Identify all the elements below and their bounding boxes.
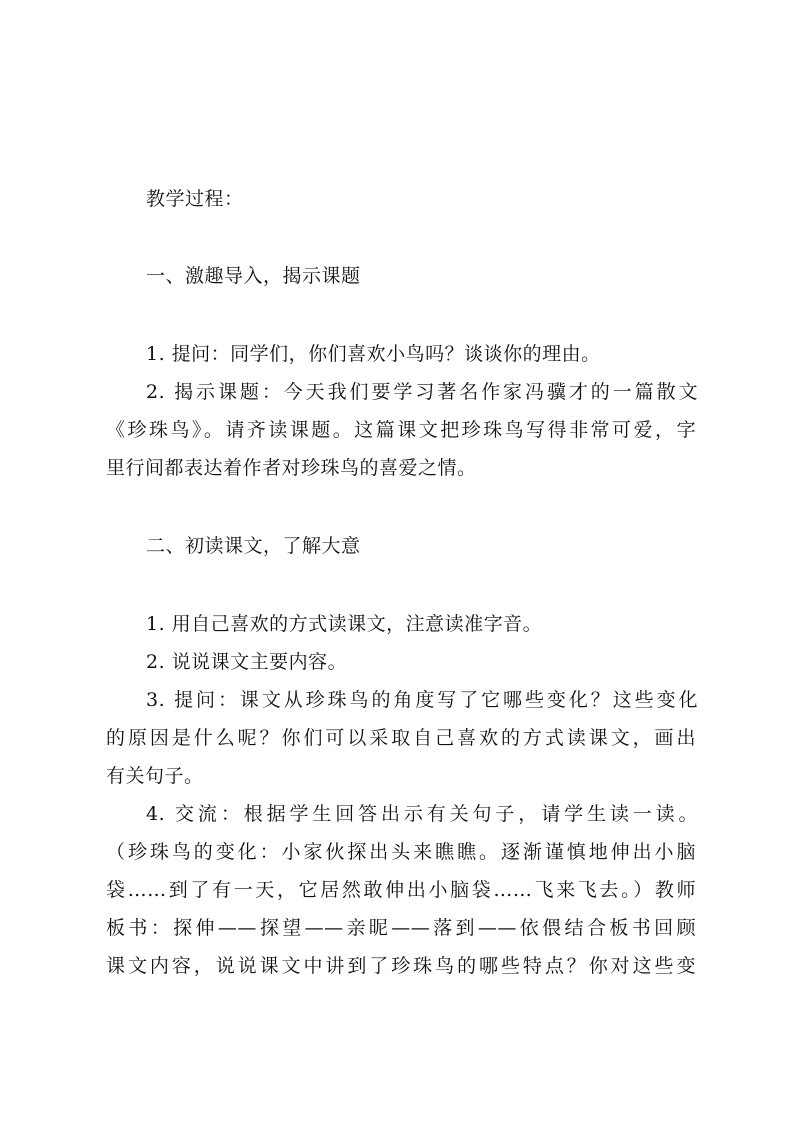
section2-item2: 2. 说说课文主要内容。 — [146, 651, 348, 673]
section2-heading: 二、初读课文，了解大意 — [146, 535, 361, 557]
section2-item3-line3: 有关句子。 — [106, 765, 204, 787]
section2-item4-line1: 4. 交流：根据学生回答出示有关句子，请学生读一读。 — [146, 803, 698, 825]
section1-item1: 1. 提问：同学们，你们喜欢小鸟吗？谈谈你的理由。 — [146, 343, 601, 365]
section2-item3-line2: 的原因是什么呢？你们可以采取自己喜欢的方式读课文，画出 — [106, 727, 696, 749]
process-title: 教学过程： — [146, 188, 244, 210]
section1-item2-line3: 里行间都表达着作者对珍珠鸟的喜爱之情。 — [106, 457, 477, 479]
section2-item4-line5: 课文内容，说说课文中讲到了珍珠鸟的哪些特点？你对这些变 — [106, 955, 696, 977]
section1-heading: 一、激趣导入，揭示课题 — [146, 265, 361, 287]
section2-item3-line1: 3. 提问：课文从珍珠鸟的角度写了它哪些变化？这些变化 — [146, 689, 698, 711]
section1-item2-line2: 《珍珠鸟》。请齐读课题。这篇课文把珍珠鸟写得非常可爱，字 — [106, 419, 696, 441]
section2-item4-line2: （珍珠鸟的变化：小家伙探出头来瞧瞧。逐渐谨慎地伸出小脑 — [106, 841, 696, 863]
section2-item1: 1. 用自己喜欢的方式读课文，注意读准字音。 — [146, 613, 543, 635]
section2-item4-line4: 板书：探伸——探望——亲昵——落到——依偎结合板书回顾 — [106, 917, 696, 939]
section1-item2-line1: 2. 揭示课题：今天我们要学习著名作家冯骥才的一篇散文 — [146, 381, 698, 403]
section2-item4-line3: 袋……到了有一天，它居然敢伸出小脑袋……飞来飞去。）教师 — [106, 879, 696, 901]
